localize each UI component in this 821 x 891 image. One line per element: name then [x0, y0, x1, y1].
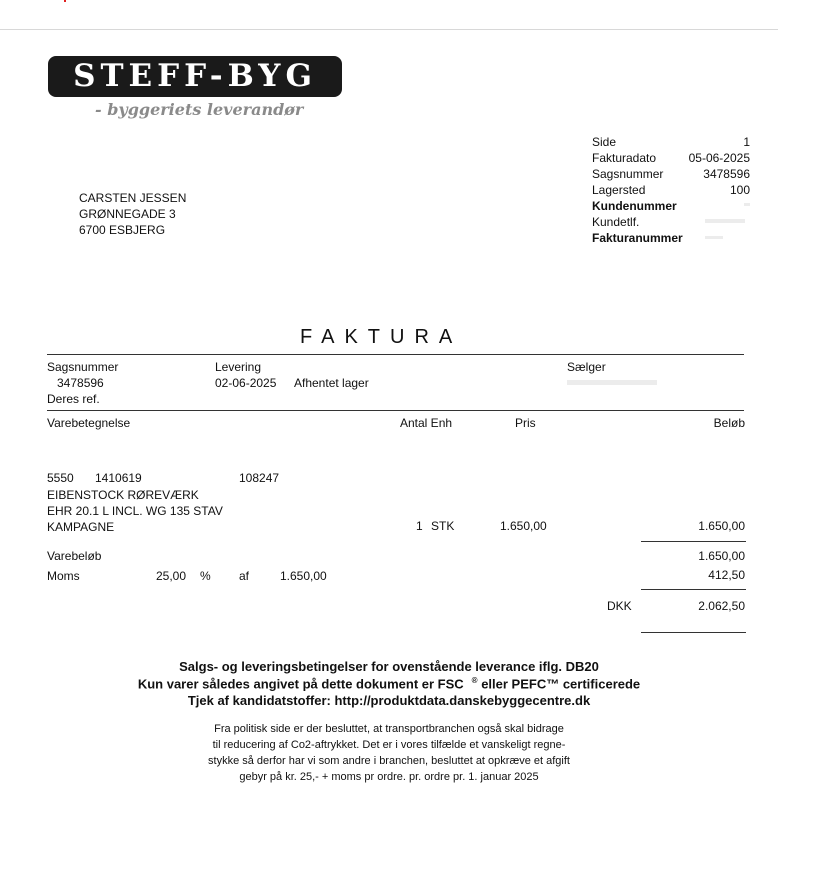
subtotal-divider: [641, 541, 746, 542]
total-amount: 2.062,50: [698, 599, 745, 613]
conditions-line-2b: eller PEFC™ certificerede: [477, 676, 641, 692]
note-line-2: til reducering af Co2-aftrykket. Det er i vores tilfælde et vanskeligt regne-: [212, 739, 566, 751]
col-antal-enh: Antal Enh: [400, 416, 453, 430]
note-line-1: Fra politisk side er der besluttet, at transportbranchen også skal bidrage: [214, 723, 564, 735]
moms-divider: [641, 589, 746, 590]
side-value: 1: [743, 135, 750, 149]
moms-af: af: [239, 569, 250, 583]
fakturanummer-redacted: [705, 236, 723, 239]
sagsnummer-info-value: 3478596: [703, 167, 750, 181]
registered-mark: ®: [471, 676, 478, 685]
moms-base: 1.650,00: [280, 569, 327, 583]
conditions-line-3: Tjek af kandidatstoffer: http://produktdata.danskebyggecentre.dk: [187, 693, 591, 708]
item-desc-2: EHR 20.1 L INCL. WG 135 STAV: [47, 504, 223, 518]
customer-street: GRØNNEGADE 3: [79, 207, 176, 221]
varebeloeb-label: Varebeløb: [47, 549, 102, 563]
kundetlf-label: Kundetlf.: [592, 215, 640, 229]
col-pris: Pris: [515, 416, 536, 430]
sagsnummer-label: Sagsnummer: [47, 360, 119, 374]
lagersted-label: Lagersted: [592, 183, 646, 197]
lagersted-value: 100: [729, 183, 750, 197]
document-title: FAKTURA: [300, 326, 463, 348]
red-mark: [64, 0, 66, 2]
company-tagline: - byggeriets leverandør: [95, 100, 304, 119]
moms-rate: 25,00: [156, 569, 187, 583]
item-price: 1.650,00: [500, 519, 547, 533]
fakturanummer-label: Fakturanummer: [592, 231, 683, 245]
sagsnummer-value: 3478596: [57, 376, 104, 390]
saelger-redacted: [567, 380, 657, 385]
customer-name: CARSTEN JESSEN: [79, 191, 187, 205]
moms-pct: %: [200, 569, 211, 583]
top-divider: [0, 29, 778, 30]
levering-method: Afhentet lager: [294, 376, 369, 390]
fakturadato-label: Fakturadato: [592, 151, 657, 165]
currency-label: DKK: [607, 599, 632, 613]
moms-label: Moms: [47, 569, 80, 583]
item-qty: 1: [416, 519, 423, 533]
total-divider: [641, 632, 746, 633]
saelger-label: Sælger: [567, 360, 606, 374]
varebeloeb-value: 1.650,00: [698, 549, 745, 563]
kundenummer-redacted: [744, 203, 750, 206]
moms-value: 412,50: [708, 568, 745, 582]
deres-ref-label: Deres ref.: [47, 392, 100, 406]
item-amount: 1.650,00: [698, 519, 745, 533]
levering-date: 02-06-2025: [215, 376, 277, 390]
item-desc-3: KAMPAGNE: [47, 520, 115, 534]
customer-city: 6700 ESBJERG: [79, 223, 166, 237]
kundetlf-redacted: [705, 219, 745, 223]
company-logo-text: STEFF-BYG: [73, 58, 317, 94]
kundenummer-label: Kundenummer: [592, 199, 677, 213]
company-logo: [48, 56, 342, 97]
col-beloeb: Beløb: [713, 416, 745, 430]
item-code-2: 1410619: [95, 471, 142, 485]
item-unit: STK: [431, 519, 455, 533]
item-code-1: 5550: [47, 471, 74, 485]
side-label: Side: [592, 135, 617, 149]
note-line-4: gebyr på kr. 25,- + moms pr ordre. pr. ordre pr. 1. januar 2025: [239, 771, 539, 783]
header-top-divider: [47, 354, 744, 355]
header-bottom-divider: [47, 410, 744, 411]
sagsnummer-info-label: Sagsnummer: [592, 167, 664, 181]
fakturadato-value: 05-06-2025: [688, 151, 750, 165]
conditions-line-2a: Kun varer således angivet på dette dokument er FSC: [137, 676, 464, 692]
col-varebetegnelse: Varebetegnelse: [47, 416, 131, 430]
item-code-3: 108247: [239, 471, 280, 485]
conditions-line-2: [0, 676, 778, 691]
item-desc-1: EIBENSTOCK RØREVÆRK: [47, 488, 199, 502]
note-line-3: stykke så derfor har vi som andre i branchen, besluttet at opkræve et afgift: [208, 755, 570, 767]
levering-label: Levering: [215, 360, 262, 374]
conditions-line-1: Salgs- og leveringsbetingelser for ovenstående leverance iflg. DB20: [179, 659, 599, 674]
